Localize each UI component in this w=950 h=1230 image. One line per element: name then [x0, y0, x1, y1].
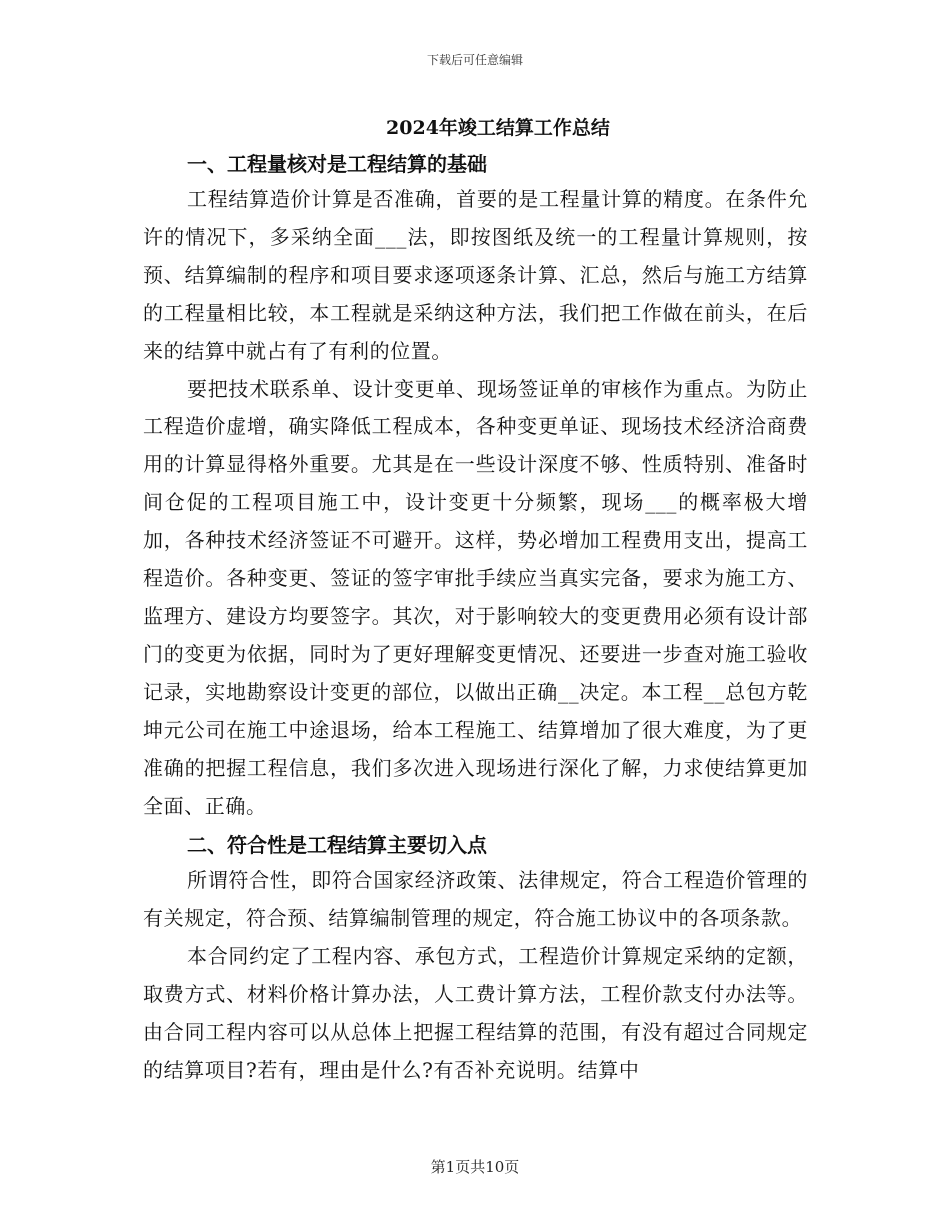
- section-1-paragraph-2: 要把技术联系单、设计变更单、现场签证单的审核作为重点。为防止工程造价虚增，确实降低工程成本，各种变更单证、现场技术经济洽商费用的计算显得格外重要。尤其是在一些设计深度不够、性质特别、准备时间仓促的工程项目施工中，设计变更十分频繁，现场___的概率极大增加，各种技术经济签证不可避开。这样，势必增加工程费用支出，提高工程造价。各种变更、签证的签字审批手续应当真实完备，要求为施工方、监理方、建设方均要签字。其次，对于影响较大的变更费用必须有设计部门的变更为依据，同时为了更好理解变更情况、还要进一步查对施工验收记录，实地勘察设计变更的部位，以做出正确__决定。本工程__总包方乾坤元公司在施工中途退场，给本工程施工、结算增加了很大难度，为了更准确的把握工程信息，我们多次进入现场进行深化了解，力求使结算更加全面、正确。: [143, 376, 808, 818]
- section-1-paragraph-1: 工程结算造价计算是否准确，首要的是工程量计算的精度。在条件允许的情况下，多采纳全面___法，即按图纸及统一的工程量计算规则，按预、结算编制的程序和项目要求逐项逐条计算、汇总，然后与施工方结算的工程量相比较，本工程就是采纳这种方法，我们把工作做在前头，在后来的结算中就占有了有利的位置。: [143, 187, 808, 363]
- section-2-paragraph-1: 所谓符合性，即符合国家经济政策、法律规定，符合工程造价管理的有关规定，符合预、结算编制管理的规定，符合施工协议中的各项条款。: [143, 868, 808, 931]
- document-title: 2024年竣工结算工作总结: [386, 117, 610, 139]
- page-number-footer: 第1页共10页: [430, 1158, 520, 1176]
- page-header-note: 下载后可任意编辑: [426, 53, 523, 67]
- section-heading-1: 一、工程量核对是工程结算的基础: [187, 152, 487, 176]
- section-heading-2: 二、符合性是工程结算主要切入点: [187, 833, 487, 858]
- section-2-paragraph-2: 本合同约定了工程内容、承包方式，工程造价计算规定采纳的定额，取费方式、材料价格计算办法，人工费计算方法，工程价款支付办法等。由合同工程内容可以从总体上把握工程结算的范围，有没有超过合同规定的结算项目?若有，理由是什么?有否补充说明。结算中: [143, 944, 808, 1082]
- document-body: [143, 147, 808, 1090]
